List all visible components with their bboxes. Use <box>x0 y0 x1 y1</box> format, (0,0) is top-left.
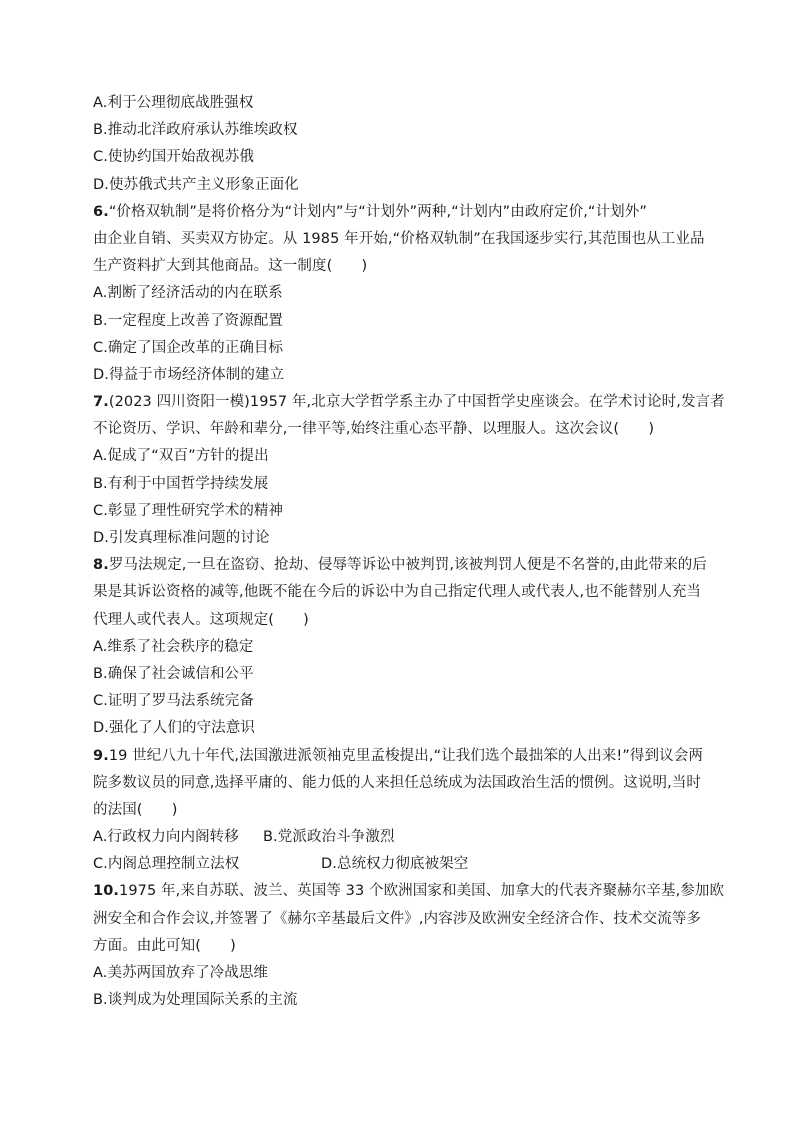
q5-option-c: C.使协约国开始敌视苏俄 <box>93 149 254 166</box>
q10-number: 10. <box>93 883 119 900</box>
q9-option-b: B.党派政治斗争激烈 <box>263 829 395 846</box>
q7-stem-text-1: (2023 四川资阳一模)1957 年,北京大学哲学系主办了中国哲学史座谈会。在学术讨论时,发言者 <box>108 394 725 411</box>
q9-stem-text-1: 19 世纪八九十年代,法国激进派领袖克里孟梭提出,“让我们选个最拙笨的人出来!”得到议会两 <box>108 747 703 764</box>
question-8 <box>93 552 723 742</box>
q5-option-d: D.使苏俄式共产主义形象正面化 <box>93 176 299 193</box>
q6-number: 6. <box>93 203 109 220</box>
q8-number: 8. <box>93 557 109 574</box>
question-5 <box>93 90 723 199</box>
question-list <box>93 90 723 1014</box>
q7-option-a: A.促成了“双百”方针的提出 <box>93 448 269 465</box>
q5-option-a: A.利于公理彻底战胜强权 <box>93 95 254 111</box>
q9-option-a: A.行政权力向内阁转移 <box>93 829 239 846</box>
q7-stem-line-1 <box>93 389 723 416</box>
q6-stem-text-1: “价格双轨制”是将价格分为“计划内”与“计划外”两种,“计划内”由政府定价,“计划外” <box>108 203 647 220</box>
q6-option-d: D.得益于市场经济体制的建立 <box>93 366 285 383</box>
q8-stem-line-2: 果是其诉讼资格的减等,他既不能在今后的诉讼中为自己指定代理人或代表人,也不能替别人充当 <box>93 584 702 601</box>
q9-number: 9. <box>93 747 109 764</box>
q7-stem-line-2: 不论资历、学识、年龄和辈分,一律平等,始终注重心态平静、以理服人。这次会议( ) <box>93 421 655 438</box>
q7-option-c: C.彰显了理性研究学术的精神 <box>93 502 284 519</box>
q9-option-c: C.内阁总理控制立法权 <box>93 856 240 873</box>
q7-option-d: D.引发真理标准问题的讨论 <box>93 530 270 546</box>
q10-stem-line-1 <box>93 878 723 905</box>
q9-stem-line-1 <box>93 743 723 770</box>
q8-option-c: C.证明了罗马法系统完备 <box>93 693 254 710</box>
q8-stem-line-3: 代理人或代表人。这项规定( ) <box>93 611 309 628</box>
q10-stem-line-3: 方面。由此可知( ) <box>93 937 236 954</box>
q8-option-a: A.维系了社会秩序的稳定 <box>93 638 254 655</box>
q8-option-b: B.确保了社会诚信和公平 <box>93 665 254 682</box>
q10-stem-text-1: 1975 年,来自苏联、波兰、英国等 33 个欧洲国家和美国、加拿大的代表齐聚赫尔辛基,参加欧 <box>119 883 725 900</box>
q8-option-d: D.强化了人们的守法意识 <box>93 720 255 737</box>
question-10 <box>93 878 723 1014</box>
q7-number: 7. <box>93 394 109 411</box>
q10-option-b: B.谈判成为处理国际关系的主流 <box>93 992 298 1009</box>
q6-stem-line-2: 由企业自销、买卖双方协定。从 1985 年开始,“价格双轨制”在我国逐步实行,其范围也从工业品 <box>93 230 705 247</box>
q8-stem-line-1 <box>93 552 723 579</box>
q6-stem-line-1 <box>93 199 723 226</box>
q10-option-a: A.美苏两国放弃了冷战思维 <box>93 965 269 981</box>
q9-option-d: D.总统权力彻底被架空 <box>321 856 469 873</box>
q9-stem-line-3: 的法国( ) <box>93 801 178 818</box>
question-9 <box>93 743 723 879</box>
q8-stem-text-1: 罗马法规定,一旦在盗窃、抢劫、侵辱等诉讼中被判罚,该被判罚人便是不名誉的,由此带来的后 <box>108 557 707 574</box>
question-6 <box>93 199 723 389</box>
question-7 <box>93 389 723 552</box>
q6-stem-line-3: 生产资料扩大到其他商品。这一制度( ) <box>93 258 368 275</box>
q9-options-row-2 <box>93 851 723 878</box>
q5-option-b: B.推动北洋政府承认苏维埃政权 <box>93 122 298 139</box>
q7-option-b: B.有利于中国哲学持续发展 <box>93 475 269 492</box>
q6-option-b: B.一定程度上改善了资源配置 <box>93 312 283 329</box>
q6-option-a: A.割断了经济活动的内在联系 <box>93 285 283 302</box>
q9-stem-line-2: 院多数议员的同意,选择平庸的、能力低的人来担任总统成为法国政治生活的惯例。这说明,当时 <box>93 774 702 791</box>
q6-option-c: C.确定了国企改革的正确目标 <box>93 339 284 356</box>
q9-options-row-1 <box>93 824 723 851</box>
q10-stem-line-2: 洲安全和合作会议,并签署了《赫尔辛基最后文件》,内容涉及欧洲安全经济合作、技术交流等多 <box>93 910 702 927</box>
